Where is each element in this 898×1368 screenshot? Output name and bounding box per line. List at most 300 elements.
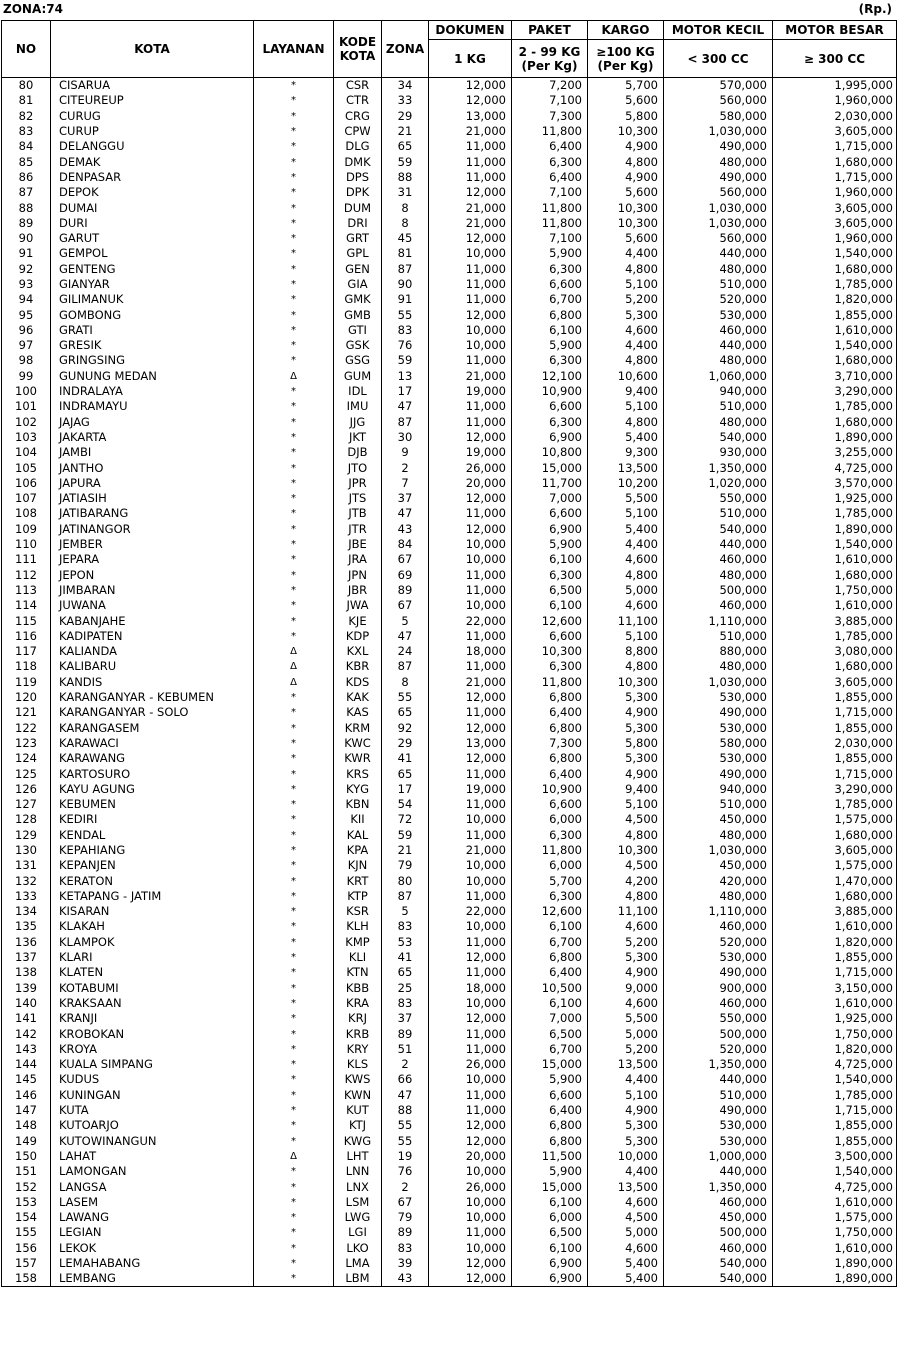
row-kargo: 5,400	[588, 430, 664, 445]
row-motor-kecil: 530,000	[664, 751, 773, 766]
row-no: 96	[2, 323, 51, 338]
table-row	[2, 445, 897, 460]
row-layanan: *	[254, 1072, 334, 1087]
row-dokumen: 11,000	[429, 766, 512, 781]
row-no: 157	[2, 1256, 51, 1271]
row-dokumen: 10,000	[429, 552, 512, 567]
table-row	[2, 583, 897, 598]
row-paket: 5,900	[512, 338, 588, 353]
row-kode-kota: JTB	[334, 506, 382, 521]
row-zona: 84	[382, 537, 429, 552]
row-kota: KEPAHIANG	[51, 843, 254, 858]
row-zona: 76	[382, 1164, 429, 1179]
row-kargo: 4,400	[588, 1072, 664, 1087]
row-kargo: 5,200	[588, 292, 664, 307]
row-motor-besar: 1,820,000	[773, 1042, 897, 1057]
row-dokumen: 12,000	[429, 491, 512, 506]
row-layanan: *	[254, 292, 334, 307]
row-kargo: 4,600	[588, 323, 664, 338]
row-motor-besar: 3,500,000	[773, 1149, 897, 1164]
row-motor-besar: 1,890,000	[773, 1256, 897, 1271]
row-kode-kota: GTI	[334, 323, 382, 338]
row-motor-kecil: 510,000	[664, 399, 773, 414]
table-row	[2, 1241, 897, 1256]
row-motor-kecil: 1,060,000	[664, 369, 773, 384]
row-motor-besar: 3,605,000	[773, 216, 897, 231]
row-kargo: 4,900	[588, 1103, 664, 1118]
row-motor-besar: 1,540,000	[773, 246, 897, 261]
row-zona: 21	[382, 843, 429, 858]
row-dokumen: 10,000	[429, 338, 512, 353]
row-kota: KLAKAH	[51, 919, 254, 934]
row-kode-kota: DLG	[334, 139, 382, 154]
row-paket: 7,300	[512, 109, 588, 124]
row-motor-kecil: 460,000	[664, 1241, 773, 1256]
row-layanan: *	[254, 904, 334, 919]
row-dokumen: 11,000	[429, 170, 512, 185]
row-motor-besar: 1,680,000	[773, 262, 897, 277]
row-motor-kecil: 460,000	[664, 919, 773, 934]
row-kota: KALIBARU	[51, 659, 254, 674]
row-zona: 37	[382, 491, 429, 506]
row-paket: 6,300	[512, 353, 588, 368]
row-dokumen: 10,000	[429, 1210, 512, 1225]
row-no: 144	[2, 1057, 51, 1072]
row-dokumen: 19,000	[429, 384, 512, 399]
row-kargo: 5,600	[588, 231, 664, 246]
row-zona: 65	[382, 705, 429, 720]
table-row	[2, 1271, 897, 1287]
row-kode-kota: GIA	[334, 277, 382, 292]
row-motor-besar: 1,855,000	[773, 307, 897, 322]
col-subheader-paket: 2 - 99 KG (Per Kg)	[512, 40, 588, 78]
row-no: 139	[2, 981, 51, 996]
table-row	[2, 935, 897, 950]
row-kode-kota: KAK	[334, 690, 382, 705]
row-layanan: *	[254, 139, 334, 154]
row-zona: 5	[382, 613, 429, 628]
row-no: 84	[2, 139, 51, 154]
table-row	[2, 812, 897, 827]
row-no: 133	[2, 889, 51, 904]
row-layanan: *	[254, 93, 334, 108]
row-kota: JEMBER	[51, 537, 254, 552]
row-kota: GUNUNG MEDAN	[51, 369, 254, 384]
row-kota: KROBOKAN	[51, 1026, 254, 1041]
row-zona: 76	[382, 338, 429, 353]
row-dokumen: 11,000	[429, 705, 512, 720]
row-paket: 6,300	[512, 262, 588, 277]
row-motor-kecil: 530,000	[664, 307, 773, 322]
row-no: 147	[2, 1103, 51, 1118]
row-motor-besar: 1,785,000	[773, 506, 897, 521]
row-layanan: *	[254, 78, 334, 94]
row-zona: 55	[382, 690, 429, 705]
row-kargo: 5,300	[588, 1133, 664, 1148]
row-no: 122	[2, 720, 51, 735]
row-motor-kecil: 480,000	[664, 154, 773, 169]
row-motor-kecil: 1,350,000	[664, 460, 773, 475]
row-paket: 6,100	[512, 323, 588, 338]
col-header-motor-kecil: MOTOR KECIL	[664, 21, 773, 40]
row-kode-kota: CSR	[334, 78, 382, 94]
row-paket: 11,700	[512, 476, 588, 491]
row-motor-kecil: 460,000	[664, 598, 773, 613]
row-paket: 10,900	[512, 384, 588, 399]
row-zona: 7	[382, 476, 429, 491]
row-kota: KEBUMEN	[51, 797, 254, 812]
row-kota: KALIANDA	[51, 644, 254, 659]
table-row	[2, 996, 897, 1011]
row-motor-besar: 1,785,000	[773, 629, 897, 644]
row-motor-besar: 1,715,000	[773, 965, 897, 980]
row-kargo: 5,800	[588, 736, 664, 751]
row-motor-besar: 1,715,000	[773, 1103, 897, 1118]
row-motor-besar: 3,885,000	[773, 613, 897, 628]
row-layanan: *	[254, 1088, 334, 1103]
row-kota: KARAWANG	[51, 751, 254, 766]
row-dokumen: 10,000	[429, 1241, 512, 1256]
row-kargo: 5,300	[588, 1118, 664, 1133]
row-layanan: *	[254, 185, 334, 200]
row-no: 104	[2, 445, 51, 460]
row-motor-besar: 1,785,000	[773, 1088, 897, 1103]
row-zona: 79	[382, 1210, 429, 1225]
row-kota: LAHAT	[51, 1149, 254, 1164]
table-row	[2, 522, 897, 537]
row-dokumen: 11,000	[429, 154, 512, 169]
tariff-table	[1, 20, 897, 1287]
row-layanan: *	[254, 598, 334, 613]
row-motor-kecil: 440,000	[664, 1164, 773, 1179]
row-no: 95	[2, 307, 51, 322]
row-motor-kecil: 500,000	[664, 583, 773, 598]
row-paket: 11,800	[512, 124, 588, 139]
row-kargo: 5,100	[588, 506, 664, 521]
table-row	[2, 415, 897, 430]
row-no: 94	[2, 292, 51, 307]
row-layanan: Δ	[254, 369, 334, 384]
row-kota: KADIPATEN	[51, 629, 254, 644]
row-motor-besar: 1,680,000	[773, 415, 897, 430]
row-kargo: 4,800	[588, 828, 664, 843]
row-layanan: *	[254, 200, 334, 215]
row-zona: 65	[382, 965, 429, 980]
row-zona: 90	[382, 277, 429, 292]
table-row	[2, 246, 897, 261]
table-row	[2, 1149, 897, 1164]
row-no: 127	[2, 797, 51, 812]
table-row	[2, 1210, 897, 1225]
row-no: 156	[2, 1241, 51, 1256]
row-layanan: *	[254, 736, 334, 751]
col-subheader-dokumen: 1 KG	[429, 40, 512, 78]
row-motor-besar: 1,750,000	[773, 583, 897, 598]
row-motor-besar: 1,925,000	[773, 491, 897, 506]
row-zona: 69	[382, 568, 429, 583]
row-dokumen: 11,000	[429, 965, 512, 980]
row-no: 111	[2, 552, 51, 567]
row-paket: 11,800	[512, 675, 588, 690]
row-no: 150	[2, 1149, 51, 1164]
row-kargo: 5,600	[588, 93, 664, 108]
row-paket: 15,000	[512, 460, 588, 475]
row-no: 158	[2, 1271, 51, 1287]
row-no: 98	[2, 353, 51, 368]
row-paket: 6,100	[512, 598, 588, 613]
row-kota: INDRAMAYU	[51, 399, 254, 414]
row-motor-besar: 3,605,000	[773, 124, 897, 139]
row-motor-besar: 1,785,000	[773, 277, 897, 292]
row-zona: 81	[382, 246, 429, 261]
row-kargo: 4,600	[588, 996, 664, 1011]
row-motor-kecil: 1,110,000	[664, 613, 773, 628]
row-motor-kecil: 520,000	[664, 1042, 773, 1057]
row-motor-kecil: 460,000	[664, 1195, 773, 1210]
row-no: 108	[2, 506, 51, 521]
row-layanan: *	[254, 1103, 334, 1118]
row-layanan: Δ	[254, 1149, 334, 1164]
row-motor-besar: 1,680,000	[773, 659, 897, 674]
row-no: 138	[2, 965, 51, 980]
row-kota: LEKOK	[51, 1241, 254, 1256]
row-paket: 6,300	[512, 154, 588, 169]
row-kargo: 5,300	[588, 950, 664, 965]
row-motor-besar: 1,995,000	[773, 78, 897, 94]
row-kode-kota: GMK	[334, 292, 382, 307]
row-paket: 11,800	[512, 216, 588, 231]
row-layanan: *	[254, 919, 334, 934]
row-kota: DEPOK	[51, 185, 254, 200]
row-zona: 67	[382, 1195, 429, 1210]
row-kargo: 10,600	[588, 369, 664, 384]
row-no: 123	[2, 736, 51, 751]
row-kota: DUMAI	[51, 200, 254, 215]
table-row	[2, 185, 897, 200]
row-kargo: 4,800	[588, 262, 664, 277]
row-motor-besar: 1,680,000	[773, 889, 897, 904]
row-zona: 33	[382, 93, 429, 108]
row-layanan: *	[254, 384, 334, 399]
row-no: 153	[2, 1195, 51, 1210]
table-row	[2, 828, 897, 843]
table-row	[2, 1057, 897, 1072]
row-kode-kota: KRT	[334, 873, 382, 888]
row-kode-kota: KRA	[334, 996, 382, 1011]
row-kota: CITEUREUP	[51, 93, 254, 108]
row-motor-kecil: 580,000	[664, 736, 773, 751]
row-no: 126	[2, 782, 51, 797]
row-paket: 10,300	[512, 644, 588, 659]
row-no: 140	[2, 996, 51, 1011]
row-dokumen: 11,000	[429, 568, 512, 583]
table-row	[2, 78, 897, 94]
row-kota: JEPON	[51, 568, 254, 583]
row-zona: 72	[382, 812, 429, 827]
table-row	[2, 1011, 897, 1026]
row-kota: JATINANGOR	[51, 522, 254, 537]
row-dokumen: 21,000	[429, 843, 512, 858]
row-paket: 7,100	[512, 185, 588, 200]
row-motor-kecil: 480,000	[664, 568, 773, 583]
row-zona: 67	[382, 552, 429, 567]
row-kode-kota: GPL	[334, 246, 382, 261]
row-zona: 89	[382, 583, 429, 598]
row-no: 83	[2, 124, 51, 139]
row-kargo: 4,800	[588, 568, 664, 583]
row-zona: 8	[382, 200, 429, 215]
row-no: 91	[2, 246, 51, 261]
row-motor-kecil: 520,000	[664, 935, 773, 950]
row-paket: 15,000	[512, 1179, 588, 1194]
row-kode-kota: LNN	[334, 1164, 382, 1179]
row-motor-besar: 1,750,000	[773, 1225, 897, 1240]
row-kota: CURUG	[51, 109, 254, 124]
row-motor-kecil: 480,000	[664, 262, 773, 277]
row-dokumen: 13,000	[429, 109, 512, 124]
row-motor-kecil: 480,000	[664, 889, 773, 904]
col-header-layanan: LAYANAN	[254, 21, 334, 78]
row-motor-kecil: 490,000	[664, 139, 773, 154]
row-paket: 5,700	[512, 873, 588, 888]
row-dokumen: 10,000	[429, 598, 512, 613]
row-paket: 7,100	[512, 93, 588, 108]
row-layanan: *	[254, 996, 334, 1011]
row-layanan: *	[254, 1241, 334, 1256]
row-zona: 47	[382, 1088, 429, 1103]
row-paket: 6,900	[512, 1271, 588, 1287]
row-paket: 6,600	[512, 797, 588, 812]
row-kota: JATIBARANG	[51, 506, 254, 521]
row-layanan: *	[254, 583, 334, 598]
row-motor-besar: 1,715,000	[773, 170, 897, 185]
row-motor-besar: 3,605,000	[773, 200, 897, 215]
row-dokumen: 11,000	[429, 659, 512, 674]
row-zona: 17	[382, 782, 429, 797]
row-layanan: *	[254, 843, 334, 858]
row-kode-kota: JPN	[334, 568, 382, 583]
row-kargo: 4,400	[588, 537, 664, 552]
table-row	[2, 307, 897, 322]
row-no: 118	[2, 659, 51, 674]
row-dokumen: 12,000	[429, 1118, 512, 1133]
row-dokumen: 11,000	[429, 139, 512, 154]
row-motor-besar: 2,030,000	[773, 736, 897, 751]
row-kota: KLAMPOK	[51, 935, 254, 950]
row-motor-besar: 1,680,000	[773, 154, 897, 169]
row-motor-besar: 1,610,000	[773, 552, 897, 567]
row-kota: KLARI	[51, 950, 254, 965]
row-kota: KISARAN	[51, 904, 254, 919]
row-kode-kota: JKT	[334, 430, 382, 445]
row-kota: GIANYAR	[51, 277, 254, 292]
row-layanan: Δ	[254, 644, 334, 659]
row-kota: INDRALAYA	[51, 384, 254, 399]
row-kota: GRINGSING	[51, 353, 254, 368]
row-kota: LAMONGAN	[51, 1164, 254, 1179]
row-kargo: 10,000	[588, 1149, 664, 1164]
row-dokumen: 12,000	[429, 78, 512, 94]
row-zona: 66	[382, 1072, 429, 1087]
row-paket: 6,900	[512, 430, 588, 445]
row-zona: 80	[382, 873, 429, 888]
row-motor-besar: 3,605,000	[773, 675, 897, 690]
row-kargo: 5,500	[588, 491, 664, 506]
row-layanan: *	[254, 262, 334, 277]
row-kode-kota: KLS	[334, 1057, 382, 1072]
row-motor-besar: 1,470,000	[773, 873, 897, 888]
table-row	[2, 675, 897, 690]
row-layanan: *	[254, 935, 334, 950]
row-paket: 6,500	[512, 583, 588, 598]
row-zona: 59	[382, 154, 429, 169]
row-paket: 6,100	[512, 919, 588, 934]
row-no: 90	[2, 231, 51, 246]
row-kargo: 4,600	[588, 919, 664, 934]
row-dokumen: 11,000	[429, 353, 512, 368]
row-layanan: Δ	[254, 659, 334, 674]
row-kode-kota: KTP	[334, 889, 382, 904]
row-paket: 11,800	[512, 200, 588, 215]
row-paket: 6,800	[512, 720, 588, 735]
row-dokumen: 20,000	[429, 1149, 512, 1164]
row-motor-besar: 1,960,000	[773, 93, 897, 108]
row-layanan: *	[254, 277, 334, 292]
row-no: 115	[2, 613, 51, 628]
row-kargo: 4,600	[588, 552, 664, 567]
row-motor-kecil: 510,000	[664, 797, 773, 812]
row-zona: 67	[382, 598, 429, 613]
row-kode-kota: DMK	[334, 154, 382, 169]
row-kode-kota: CTR	[334, 93, 382, 108]
row-kargo: 5,200	[588, 1042, 664, 1057]
row-layanan: *	[254, 766, 334, 781]
row-kode-kota: LSM	[334, 1195, 382, 1210]
row-motor-kecil: 440,000	[664, 537, 773, 552]
row-kode-kota: KJN	[334, 858, 382, 873]
row-motor-besar: 3,150,000	[773, 981, 897, 996]
table-row	[2, 93, 897, 108]
row-motor-kecil: 490,000	[664, 170, 773, 185]
row-paket: 5,900	[512, 246, 588, 261]
row-paket: 6,000	[512, 812, 588, 827]
row-kargo: 4,500	[588, 812, 664, 827]
row-kode-kota: KBR	[334, 659, 382, 674]
row-kargo: 9,000	[588, 981, 664, 996]
row-kota: DELANGGU	[51, 139, 254, 154]
row-paket: 6,800	[512, 1118, 588, 1133]
row-dokumen: 12,000	[429, 231, 512, 246]
row-kode-kota: KAS	[334, 705, 382, 720]
row-motor-kecil: 540,000	[664, 522, 773, 537]
row-motor-besar: 1,540,000	[773, 537, 897, 552]
row-motor-kecil: 540,000	[664, 430, 773, 445]
row-dokumen: 11,000	[429, 1088, 512, 1103]
row-layanan: *	[254, 445, 334, 460]
row-kota: JUWANA	[51, 598, 254, 613]
row-motor-kecil: 450,000	[664, 1210, 773, 1225]
row-no: 88	[2, 200, 51, 215]
row-motor-kecil: 460,000	[664, 996, 773, 1011]
row-kode-kota: KWG	[334, 1133, 382, 1148]
row-paket: 12,600	[512, 613, 588, 628]
row-dokumen: 21,000	[429, 675, 512, 690]
row-motor-besar: 1,855,000	[773, 720, 897, 735]
row-kode-kota: KRS	[334, 766, 382, 781]
row-zona: 59	[382, 828, 429, 843]
row-kargo: 4,800	[588, 889, 664, 904]
row-motor-kecil: 460,000	[664, 323, 773, 338]
